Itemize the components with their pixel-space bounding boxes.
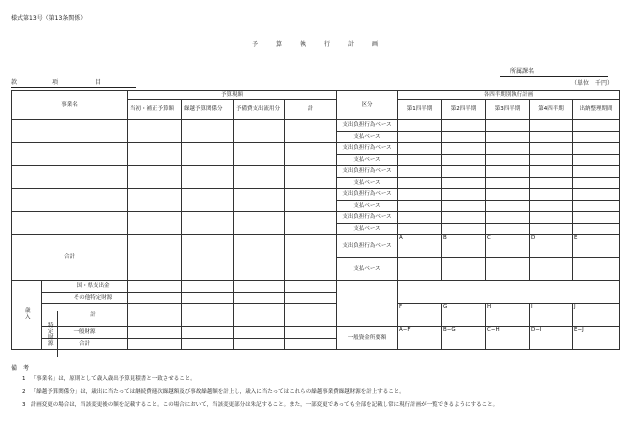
header-initial-budget: 当初・補正予算額	[128, 100, 182, 120]
cell-a-minus-f[interactable]: A−F	[398, 327, 442, 350]
category-commitment: 支出負担行為ベース	[337, 120, 398, 132]
category-payment: 支払ベース	[337, 131, 398, 143]
general-fund-needed-label: 一般資金所要額	[337, 327, 398, 350]
q1-cell[interactable]	[398, 154, 442, 166]
header-q3: 第3四半期	[486, 100, 530, 120]
subsidy-total-cell[interactable]	[285, 281, 337, 293]
header-q1: 第1四半期	[398, 100, 442, 120]
q3-cell[interactable]	[486, 120, 530, 132]
project-name-cell[interactable]	[12, 166, 128, 189]
budget-total-cell[interactable]	[285, 120, 337, 143]
q3-cell[interactable]	[486, 258, 530, 281]
category-payment-total: 支払ベース	[337, 258, 398, 281]
q2-cell[interactable]	[442, 189, 486, 201]
subtotal-initial-cell[interactable]	[128, 304, 182, 327]
category-payment: 支払ベース	[337, 177, 398, 189]
revenue-quarter-blank	[398, 281, 620, 304]
header-budget-total: 計	[285, 100, 337, 120]
q1-cell[interactable]	[398, 189, 442, 201]
budget-item-moku: 目	[95, 79, 102, 86]
budget-grand-total-cell[interactable]	[285, 235, 337, 281]
notes-title: 備 考	[11, 365, 30, 372]
closing-cell[interactable]	[573, 177, 620, 189]
specific-revenue-label: 特定財源	[42, 311, 58, 357]
category-payment: 支払ベース	[337, 223, 398, 235]
subtotal-reserve-cell[interactable]	[234, 304, 285, 327]
unit-label: （単位 千円）	[571, 80, 614, 87]
revtotal-total-cell[interactable]	[285, 338, 337, 350]
closing-cell[interactable]	[573, 166, 620, 178]
cell-a[interactable]: A	[398, 235, 442, 258]
initial-budget-cell[interactable]	[128, 189, 182, 212]
initial-budget-total-cell[interactable]	[128, 235, 182, 281]
initial-budget-cell[interactable]	[128, 212, 182, 235]
cell-c[interactable]: C	[486, 235, 530, 258]
row-national-prefectural-subsidy: 国・県支出金	[42, 281, 128, 293]
cell-d-minus-i[interactable]: D−I	[530, 327, 573, 350]
cell-d[interactable]: D	[530, 235, 573, 258]
category-commitment-total: 支出負担行為ベース	[337, 235, 398, 258]
project-name-cell[interactable]	[12, 143, 128, 166]
initial-budget-cell[interactable]	[128, 143, 182, 166]
q4-cell[interactable]	[530, 258, 573, 281]
category-commitment: 支出負担行為ベース	[337, 189, 398, 201]
revtotal-initial-cell[interactable]	[128, 338, 182, 350]
form-number: 様式第13号（第13条関係）	[11, 15, 87, 22]
q2-cell[interactable]	[442, 212, 486, 224]
category-commitment: 支出負担行為ベース	[337, 212, 398, 224]
carryover-total-cell[interactable]	[182, 235, 234, 281]
revenue-label: 歳入	[12, 281, 42, 350]
q2-cell[interactable]	[442, 143, 486, 155]
q2-cell[interactable]	[442, 200, 486, 212]
budget-total-cell[interactable]	[285, 166, 337, 189]
q3-cell[interactable]	[486, 143, 530, 155]
header-closing-period: 出納整理期間	[573, 100, 620, 120]
q3-cell[interactable]	[486, 166, 530, 178]
category-payment: 支払ベース	[337, 200, 398, 212]
closing-cell[interactable]	[573, 120, 620, 132]
q4-cell[interactable]	[530, 154, 573, 166]
row-revenue-grand-total: 合計	[42, 338, 128, 350]
closing-cell[interactable]	[573, 154, 620, 166]
budget-item-kou: 項	[52, 79, 59, 86]
q2-cell[interactable]	[442, 120, 486, 132]
other-initial-cell[interactable]	[128, 292, 182, 304]
closing-cell[interactable]	[573, 189, 620, 201]
subsidy-carryover-cell[interactable]	[182, 281, 234, 293]
note-item: 1 「事業名」は，原則として歳入歳出予算見積書と一致させること。	[22, 376, 196, 382]
q4-cell[interactable]	[530, 189, 573, 201]
header-quarter-group: 各四半期別執行計画	[398, 91, 620, 100]
q1-cell[interactable]	[398, 166, 442, 178]
closing-cell[interactable]	[573, 143, 620, 155]
q4-cell[interactable]	[530, 223, 573, 235]
row-general-fund: 一般財源	[42, 327, 128, 339]
q4-cell[interactable]	[530, 177, 573, 189]
q3-cell[interactable]	[486, 154, 530, 166]
cell-h[interactable]: H	[486, 304, 530, 327]
reserve-fund-cell[interactable]	[234, 120, 285, 143]
q3-cell[interactable]	[486, 212, 530, 224]
page-title: 予 算 執 行 計 画	[251, 41, 379, 48]
cell-e-minus-j[interactable]: E−J	[573, 327, 620, 350]
carryover-cell[interactable]	[182, 166, 234, 189]
q1-cell[interactable]	[398, 258, 442, 281]
q2-cell[interactable]	[442, 154, 486, 166]
initial-budget-cell[interactable]	[128, 120, 182, 143]
category-commitment: 支出負担行為ベース	[337, 143, 398, 155]
cell-g[interactable]: G	[442, 304, 486, 327]
q4-cell[interactable]	[530, 200, 573, 212]
other-reserve-cell[interactable]	[234, 292, 285, 304]
project-name-cell[interactable]	[12, 120, 128, 143]
carryover-cell[interactable]	[182, 143, 234, 166]
cell-b-minus-g[interactable]: B−G	[442, 327, 486, 350]
q4-cell[interactable]	[530, 120, 573, 132]
reserve-fund-cell[interactable]	[234, 143, 285, 166]
other-carryover-cell[interactable]	[182, 292, 234, 304]
q4-cell[interactable]	[530, 131, 573, 143]
reserve-fund-cell[interactable]	[234, 189, 285, 212]
cell-f[interactable]: F	[398, 304, 442, 327]
note-item: 3 計画変更の場合は，当該変更後の額を記載すること。この場合において，当該変更部分は朱記すること。また，一部変更であっても全部を記載し常に現行計画が一覧できるようにすること。	[22, 402, 499, 408]
project-name-cell[interactable]	[12, 212, 128, 235]
cell-j[interactable]: J	[573, 304, 620, 327]
initial-budget-cell[interactable]	[128, 166, 182, 189]
q1-cell[interactable]	[398, 143, 442, 155]
revtotal-carryover-cell[interactable]	[182, 338, 234, 350]
carryover-cell[interactable]	[182, 212, 234, 235]
cell-i[interactable]: I	[530, 304, 573, 327]
general-total-cell[interactable]	[285, 327, 337, 339]
budget-total-cell[interactable]	[285, 189, 337, 212]
budget-total-cell[interactable]	[285, 143, 337, 166]
total-label: 合計	[12, 235, 128, 281]
q3-cell[interactable]	[486, 177, 530, 189]
reserve-fund-cell[interactable]	[234, 166, 285, 189]
header-q4: 第4四半期	[530, 100, 573, 120]
general-carryover-cell[interactable]	[182, 327, 234, 339]
general-reserve-cell[interactable]	[234, 327, 285, 339]
closing-cell[interactable]	[573, 223, 620, 235]
carryover-cell[interactable]	[182, 120, 234, 143]
execution-plan-table	[11, 90, 620, 350]
subtotal-total-cell[interactable]	[285, 304, 337, 327]
cell-c-minus-h[interactable]: C−H	[486, 327, 530, 350]
category-commitment: 支出負担行為ベース	[337, 166, 398, 178]
budget-item-underline	[11, 87, 136, 88]
q1-cell[interactable]	[398, 131, 442, 143]
closing-cell[interactable]	[573, 131, 620, 143]
header-project-name: 事業名	[12, 91, 128, 120]
q4-cell[interactable]	[530, 212, 573, 224]
q4-cell[interactable]	[530, 166, 573, 178]
subsidy-reserve-cell[interactable]	[234, 281, 285, 293]
department-label: 所属課名	[510, 68, 535, 75]
closing-cell[interactable]	[573, 258, 620, 281]
q1-cell[interactable]	[398, 120, 442, 132]
header-reserve-fund: 予備費支出流用分	[234, 100, 285, 120]
q1-cell[interactable]	[398, 212, 442, 224]
reserve-fund-cell[interactable]	[234, 212, 285, 235]
budget-total-cell[interactable]	[285, 212, 337, 235]
q3-cell[interactable]	[486, 189, 530, 201]
cell-b[interactable]: B	[442, 235, 486, 258]
carryover-cell[interactable]	[182, 189, 234, 212]
closing-cell[interactable]	[573, 200, 620, 212]
q3-cell[interactable]	[486, 223, 530, 235]
other-total-cell[interactable]	[285, 292, 337, 304]
subsidy-initial-cell[interactable]	[128, 281, 182, 293]
q1-cell[interactable]	[398, 223, 442, 235]
q3-cell[interactable]	[486, 131, 530, 143]
q2-cell[interactable]	[442, 258, 486, 281]
q2-cell[interactable]	[442, 177, 486, 189]
row-specific-subtotal: 計	[42, 304, 128, 327]
q4-cell[interactable]	[530, 143, 573, 155]
category-payment: 支払ベース	[337, 154, 398, 166]
q3-cell[interactable]	[486, 200, 530, 212]
cell-e[interactable]: E	[573, 235, 620, 258]
closing-cell[interactable]	[573, 212, 620, 224]
q1-cell[interactable]	[398, 177, 442, 189]
department-underline	[500, 76, 608, 77]
q1-cell[interactable]	[398, 200, 442, 212]
project-name-cell[interactable]	[12, 189, 128, 212]
row-other-specific-revenue: その他特定財源	[42, 292, 128, 304]
budget-item-kan: 款	[11, 79, 18, 86]
q2-cell[interactable]	[442, 166, 486, 178]
q2-cell[interactable]	[442, 131, 486, 143]
q2-cell[interactable]	[442, 223, 486, 235]
header-category: 区分	[337, 91, 398, 120]
header-budget-group: 予算現額	[128, 91, 337, 100]
header-carryover: 繰越予算関係分	[182, 100, 234, 120]
reserve-fund-total-cell[interactable]	[234, 235, 285, 281]
revtotal-reserve-cell[interactable]	[234, 338, 285, 350]
subtotal-carryover-cell[interactable]	[182, 304, 234, 327]
category-revenue-blank	[337, 281, 398, 327]
note-item: 2 「繰越予算関係分」は，歳出に当たっては継続費逓次繰越額及び事故繰越額を計上し，歳入に当たってはこれらの繰越事業費繰越財源を計上すること。	[22, 389, 405, 395]
general-initial-cell[interactable]	[128, 327, 182, 339]
header-q2: 第2四半期	[442, 100, 486, 120]
